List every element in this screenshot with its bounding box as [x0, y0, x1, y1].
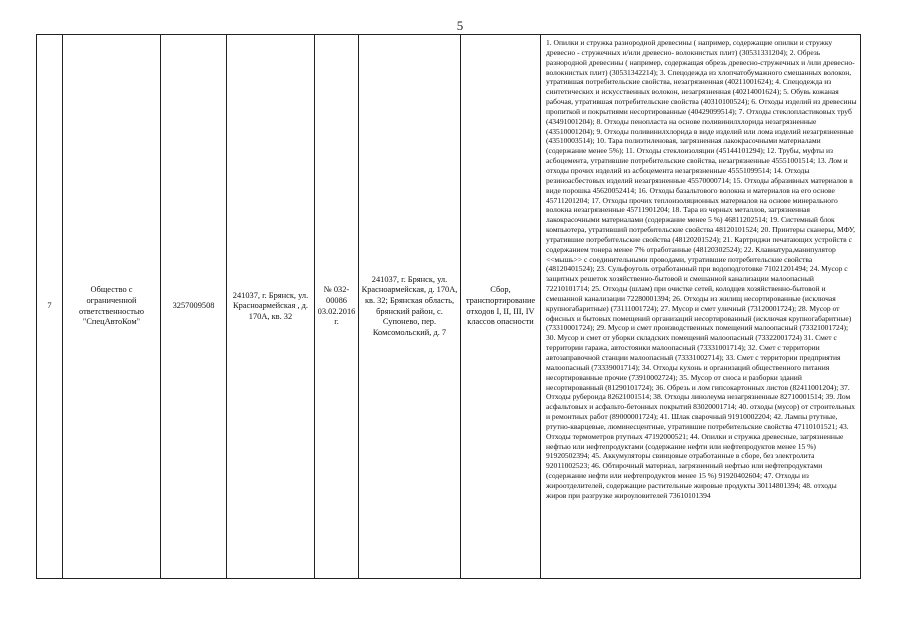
page-number: 5: [456, 18, 464, 33]
table-row: [37, 35, 861, 579]
scan-left-margin: [0, 0, 3, 640]
license-number-date: № 032-00086 03.02.2016 г.: [315, 35, 359, 579]
company-name: Общество с ограниченной ответственностью "СпецАвтоКом": [63, 35, 161, 579]
legal-address: 241037, г. Брянск, ул. Красноармейская , д. 170А, кв. 32: [227, 35, 315, 579]
company-inn: 3257009508: [161, 35, 227, 579]
license-register-table: [36, 34, 861, 579]
row-number: 7: [37, 35, 63, 579]
activity-type: Сбор, транспортирование отходов I, II, III, IV классов опасности: [461, 35, 541, 579]
waste-types-list: 1. Опилки и стружка разнородной древесины ( например, содержащие опилки и стружку древесно - стружечных и/или древесно- волокнистых плит) (30531331204); 2. Обрезь разнородной древесины ( например, содержащая обрезь древесно-стружечных и /или древесно- волокнистых плит) (30531342214); 3. Спецодежда из хлопчатобумажного смешанных волокон, утратившая потребительские свойства, незагрязненная (40211001624); 4. Спецодежда из синтетических и искусственных волокон, незагрязненная (40214001624); 5. Обувь кожаная рабочая, утратившая потребительские свойства (40310100524); 6. Отходы изделий из древесины пропиткой и покрытиями несортированные (40429099514); 7. Отходы стеклопластиковых труб (43491001204); 8. Отходы пенопласта на основе поливинилхлорида незагрязненные (43510001204); 9. Отходы поливинилхлорида в виде изделий или лома изделий незагрязненные (43510003514); 10. Тара полиэтиленовая, загрязненная лакокрасочными материалами (содержание менее 5%); 11. Отходы стеклоизоляции (45144101294); 12. Трубы, муфты из асбоцемента, утратившие потребительские свойства, незагрязненные 45551001514; 13. Лом и отходы прочих изделий из асбоцемента незагрязненные 45551099514; 14. Отходы резиноасбестовых изделий незагрязненные 45570000714; 15. Отходы абразивных материалов в виде порошка 45620052414; 16. Отходы базальтового волокна и материалов на его основе 45711201204; 17. Отходы прочих теплоизоляционных материалов на основе минерального волокна незагрязненные 45711901204; 18. Тара из черных металлов, загрязненная лакокрасочными материалами (содержание менее 5 %) 46811202514; 19. Системный блок компьютера, утративший потребительские свойства 48120101524; 20. Принтеры сканеры, МФУ, утратившие потребительские свойства (48120201524); 21. Картриджи печатающих устройств с содержанием тонера менее 7% отработанные (48120302524); 22. Клавиатура,манипулятор <<мышь>> с соединительными проводами, утратившие потребительские свойства (48120401524); 23. Сульфоуголь отработанный при водоподготовке 71021201494; 24. Мусор с защитных решеток хозяйственно-бытовой и смешанной канализации малоопасный 72210101714; 25. Отходы (шлам) при очистке сетей, колодцев хозяйственно-бытовой и смешанной канализации 72280001394; 26. Отходы из жилищ несортированные (исключая крупногабаритные) (73111001724); 27. Мусор и смет уличный (73120001724); 28. Мусор от офисных и бытовых помещений организаций несортированный (исключая крупногабаритные) (73310001724); 29. Мусор и смет производственных помещений малоопасный (73321001724); 30. Мусор и смет от уборки складских помещений малоопасный (73322001724) 31. Смет с территории гаража, автостоянки малоопасный (73331001714); 32. Смет с территории автозаправочной станции малоопасный (73331002714); 33. Смет с территории предприятия малоопасный (73339001714); 34. Отходы кухонь и организаций общественного питания несортированные прочие (73910002724); 35. Мусор от сноса и разборки зданий несортированный (81290101724); 36. Обрезь и лом гипсокартонных листов (82411001204); 37. Отходы рубероида 82621001514; 38. Отходы линолеума незагрязненные 82710001514; 39. Лом асфальтовых и асфальто-бетонных покрытий 83020001714; 40. отходы (мусор) от строительных и ремонтных работ (89000001724); 41. Шлак сварочный 91910002204; 42. Лампы ртутные, ртутно-кварцевые, люминесцентные, утратившие потребительские свойства 47110101521; 43. Отходы термометров ртутных 47192000521; 44. Опилки и стружка древесные, загрязненные нефтью или нефтепродуктами (содержание нефти или нефтепродуктов менее 15 %) 91920502394; 45. Аккумуляторы свинцовые отработанные в сборе, без электролита 92011002523; 46. Обтирочный материал, загрязненный нефтью или нефтепродуктами (содержание нефти или нефтепродуктов менее 15 %) 91920402604; 47. Отходы из жироотделителей, содержащие растительные жировые продукты 30114801394; 48. отходы жиров при разгрузке жироуловителей 73610101394: [541, 35, 861, 579]
activity-address: 241037, г. Брянск, ул. Красноармейская, д. 170А, кв. 32; Брянская область, брянский район, с. Супонево, пер. Комсомольский, д. 7: [359, 35, 461, 579]
